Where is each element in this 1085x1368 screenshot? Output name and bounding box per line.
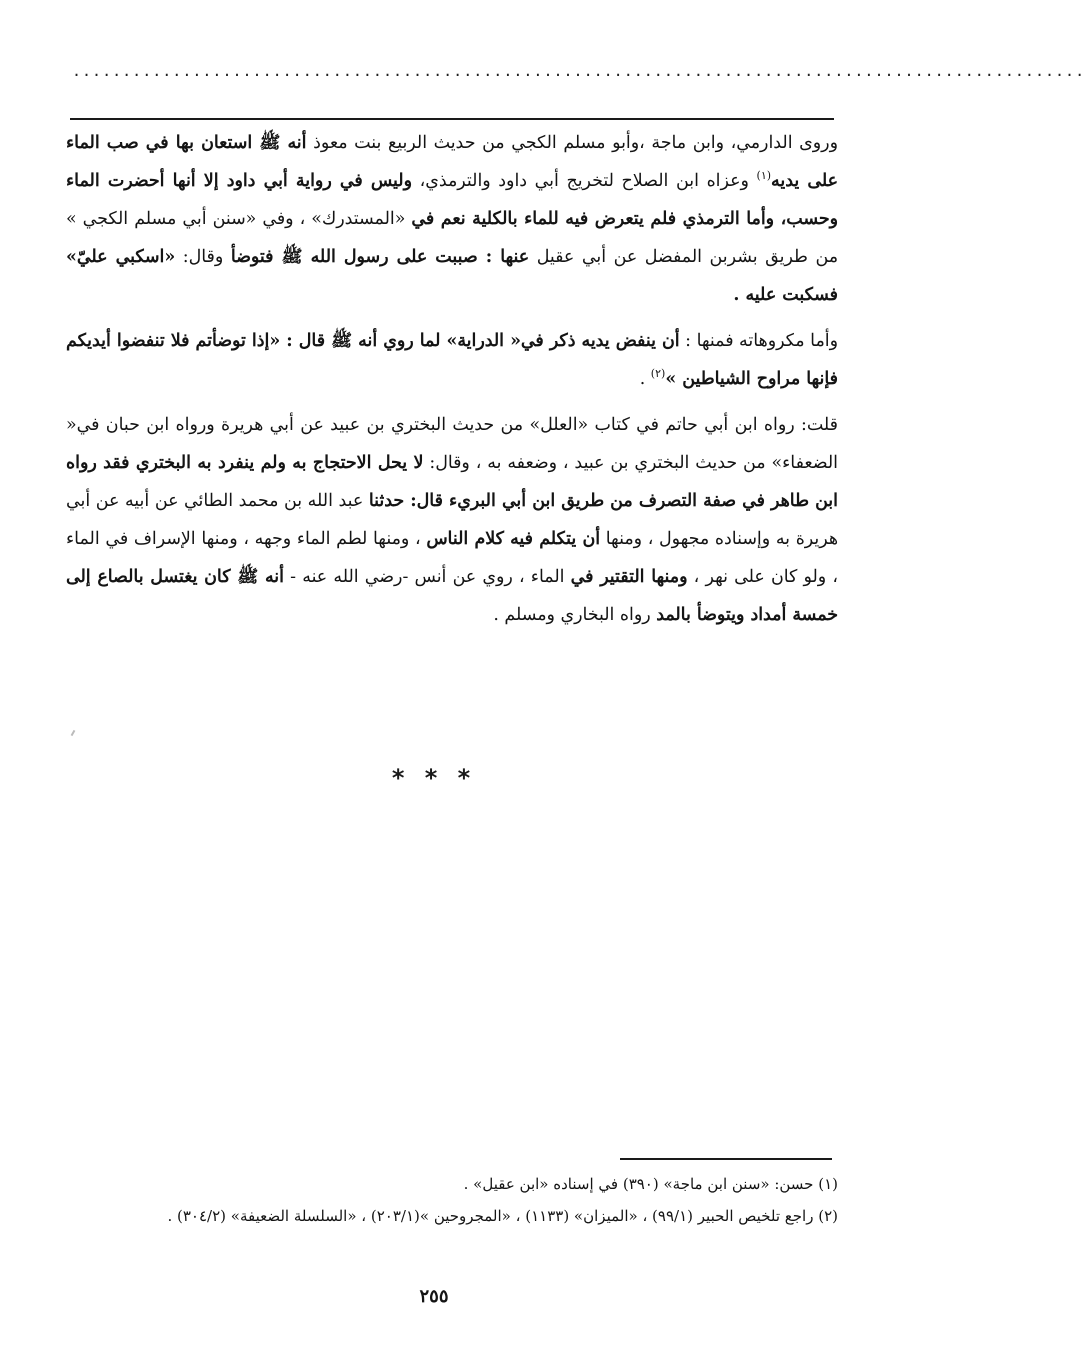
p3-text-1: قلت: رواه ابن أبي حاتم في كتاب «العلل» من حديث البختري بن عبيد عن أبي هريرة ورواه ابن حبان في« الضعفاء» من حديث البختري بن عبيد ، وضعفه به ، وقال: xyxy=(66,415,838,473)
p3-text-5: رواه البخاري ومسلم . xyxy=(493,605,657,625)
paragraph-2 xyxy=(66,322,838,398)
p1-bold-2: وليس في رواية أبي داود إلا أنها أحضرت الماء وحسب، وأما الترمذي فلم يتعرض فيه للماء بالكلية نعم في xyxy=(66,171,838,229)
footnotes xyxy=(66,1168,838,1232)
footnote-ref-2: (٢) xyxy=(650,367,666,381)
p1-text-1: وروى الدارمي، وابن ماجة ،وأبو مسلم الكجي من حديث الربيع بنت معوذ xyxy=(306,133,838,153)
p1-text-2: وعزاه ابن الصلاح لتخريج أبي داود والترمذي، xyxy=(411,171,757,191)
p2-text-2: . xyxy=(639,369,651,389)
p3-text-4: الماء ، روي عن أنس -رضي الله عنه - xyxy=(283,567,571,587)
p3-bold-4: أنه ﷺ كان يغتسل بالصاع إلى خمسة أمداد ويتوضأ بالمد xyxy=(66,567,838,625)
p3-text-3: ، ومنها لطم الماء وجهه ، ومنها الإسراف في الماء ، ولو كان على نهر ، xyxy=(66,529,839,587)
p2-bold-1: أن ينفض يديه ذكر في« الدراية» لما روي أنه ﷺ قال : «إذا توضأتم فلا تنفضوا أيديكم فإنها مراوح الشياطين » xyxy=(66,331,838,389)
footnote-2: (٢) راجع تلخيص الحبير (٩٩/١) ، «الميزان» (١١٣٣) ، «المجروحين »(٢٠٣/١) ، «السلسلة الضعيفة» (٣٠٤/٢) . xyxy=(167,1207,838,1225)
footnote-rule xyxy=(620,1158,832,1160)
p3-bold-2: أن يتكلم فيه كلام الناس xyxy=(426,529,601,549)
p3-bold-3: ومنها التقتير في xyxy=(570,567,688,587)
footnote-ref-1: (١) xyxy=(756,169,772,183)
header-dotted-line: ..................................................................................................... xyxy=(72,62,1085,80)
p1-bold-4: «اسكبي عليّ» فسكبت عليه . xyxy=(66,247,838,305)
stray-ink-mark xyxy=(71,730,76,736)
footnote-1: (١) حسن: «سنن ابن ماجة» (٣٩٠) في إسناده «ابن عقيل» . xyxy=(463,1175,838,1193)
main-text xyxy=(66,124,838,634)
p3-text-2: عبد الله بن محمد الطائي عن أبيه عن أبي هريرة به وإسناده مجهول ، ومنها xyxy=(66,491,839,549)
p3-bold-1: لا يحل الاحتجاج به ولم ينفرد به البختري فقد رواه ابن طاهر في صفة التصرف من طريق ابن أبي البريء قال: حدثنا xyxy=(66,453,838,511)
p1-bold-1: أنه ﷺ استعان بها في صب الماء على يديه xyxy=(66,133,838,191)
p2-text-1: وأما مكروهاته فمنها : xyxy=(679,331,838,351)
p1-bold-3: عنها : صببت على رسول الله ﷺ فتوضأ xyxy=(230,247,530,267)
page-number: ٢٥٥ xyxy=(419,1286,449,1307)
section-separator: * * * xyxy=(391,764,477,792)
paragraph-3 xyxy=(66,406,838,634)
p1-text-4: وقال: xyxy=(175,247,231,267)
paragraph-1 xyxy=(66,124,838,314)
header-rule xyxy=(70,118,834,120)
p1-text-3: «المستدرك» ، وفي «سنن أبي مسلم الكجي » من طريق بشربن المفضل عن أبي عقيل xyxy=(66,209,839,267)
